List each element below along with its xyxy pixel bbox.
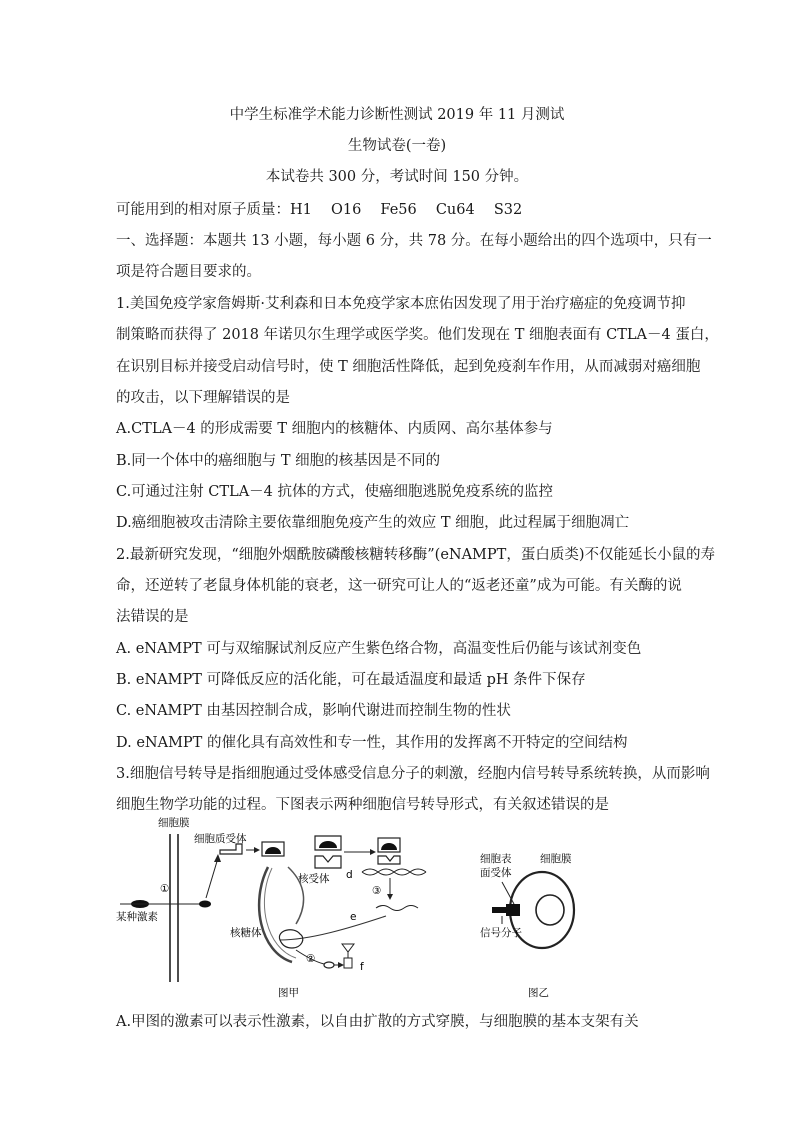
q2-stem-line: 2.最新研究发现，“细胞外烟酰胺磷酸核糖转移酶”(eNAMPT，蛋白质类)不仅能延长小鼠的寿 [116, 547, 715, 563]
nuclear-receptor-shape [315, 856, 341, 868]
mrna-strand [376, 906, 418, 911]
surface-receptor-label-2: 面受体 [480, 867, 512, 879]
arrow-4-head [387, 894, 393, 900]
figure-drawing [110, 812, 670, 1002]
step-3-label: ③ [372, 885, 382, 897]
label-f: f [360, 961, 364, 973]
receptor-complex-fill [265, 847, 281, 854]
step-1-label: ① [160, 883, 170, 895]
exam-subtitle: 生物试卷(一卷) [347, 138, 447, 154]
hormone-label: 某种激素 [116, 911, 158, 923]
q2-option-a: A. eNAMPT 可与双缩脲试剂反应产生紫色络合物，高温变性后仍能与该试剂变色 [116, 641, 642, 657]
q2-stem-line: 法错误的是 [116, 609, 189, 625]
signal-molecule-shape [492, 907, 508, 913]
label-e: e [350, 911, 357, 923]
signal-transduction-figure [110, 812, 670, 1002]
surface-receptor-label-1: 细胞表 [480, 853, 512, 865]
membrane-b-label: 细胞膜 [540, 853, 572, 865]
nuclear-complex-fill [319, 841, 337, 848]
cyto-receptor-label: 细胞质受体 [194, 833, 247, 845]
protein-product [324, 962, 334, 968]
q1-option-d: D.癌细胞被攻击清除主要依靠细胞免疫产生的效应 T 细胞，此过程属于细胞凋亡 [116, 515, 630, 531]
arrow-2-head [254, 847, 260, 853]
membrane-label: 细胞膜 [158, 817, 190, 829]
mrna-path [280, 916, 386, 940]
exam-title: 中学生标准学术能力诊断性测试 2019 年 11 月测试 [229, 107, 565, 123]
f-structure-base [344, 958, 352, 968]
nuclear-receptor-label: 核受体 [298, 873, 330, 885]
q2-option-b: B. eNAMPT 可降低反应的活化能，可在最适温度和最适 pH 条件下保存 [116, 672, 586, 688]
q3-option-a: A.甲图的激素可以表示性激素，以自由扩散的方式穿膜，与细胞膜的基本支架有关 [116, 1014, 639, 1030]
q1-option-c: C.可通过注射 CTLA－4 抗体的方式，使癌细胞逃脱免疫系统的监控 [116, 484, 553, 500]
arrow-5-head [338, 962, 344, 968]
caption-figure-b: 图乙 [528, 987, 549, 999]
q2-stem-line: 命，还逆转了老鼠身体机能的衰老，这一研究可让人的“返老还童”成为可能。有关酶的说 [116, 578, 682, 594]
section-heading-line2: 项是符合题目要求的。 [116, 264, 261, 280]
caption-figure-a: 图甲 [278, 987, 299, 999]
q2-option-c: C. eNAMPT 由基因控制合成，影响代谢进而控制生物的性状 [116, 703, 511, 719]
q1-stem-line: 1.美国免疫学家詹姆斯·艾利森和日本免疫学家本庶佑因发现了用于治疗癌症的免疫调节抑 [116, 296, 686, 312]
arrow-up-line [206, 858, 218, 898]
dna-strand-b [362, 869, 426, 875]
dna-receptor-shape [378, 856, 400, 864]
section-heading-line1: 一、选择题：本题共 13 小题，每小题 6 分，共 78 分。在每小题给出的四个选项中，只有一 [116, 233, 712, 249]
arrow-up-head [214, 854, 221, 862]
q3-stem-line: 3.细胞信号转导是指细胞通过受体感受信息分子的刺激，经胞内信号转导系统转换，从而影响 [116, 766, 710, 782]
hormone-inside-dot [199, 901, 211, 908]
q1-stem-line: 的攻击，以下理解错误的是 [116, 390, 290, 406]
f-structure-top [342, 944, 354, 952]
q3-stem-line: 细胞生物学功能的过程。下图表示两种细胞信号转导形式，有关叙述错误的是 [116, 797, 609, 813]
q1-stem-line: 制策略而获得了 2018 年诺贝尔生理学或医学奖。他们发现在 T 细胞表面有 CTLA－4 蛋白， [116, 327, 719, 343]
atomic-mass-line: 可能用到的相对原子质量：H1 O16 Fe56 Cu64 S32 [116, 202, 523, 218]
q1-option-b: B.同一个体中的癌细胞与 T 细胞的核基因是不同的 [116, 453, 441, 469]
step-2-label: ② [306, 953, 316, 965]
exam-note: 本试卷共 300 分，考试时间 150 分钟。 [265, 169, 529, 185]
ribosome-label: 核糖体 [230, 927, 262, 939]
signal-molecule-label: 信号分子 [480, 927, 522, 939]
surface-receptor-shape [506, 904, 520, 916]
arrow-3-head [370, 849, 376, 855]
cyto-receptor-shape [220, 844, 242, 854]
q1-stem-line: 在识别目标并接受启动信号时，使 T 细胞活性降低，起到免疫刹车作用，从而减弱对癌细胞 [116, 359, 701, 375]
q2-option-d: D. eNAMPT 的催化具有高效性和专一性，其作用的发挥离不开特定的空间结构 [116, 735, 628, 751]
cell-b-nucleus [536, 895, 564, 925]
q1-option-a: A.CTLA－4 的形成需要 T 细胞内的核糖体、内质网、高尔基体参与 [116, 421, 553, 437]
dna-complex-fill [381, 843, 397, 850]
label-d: d [346, 869, 353, 881]
